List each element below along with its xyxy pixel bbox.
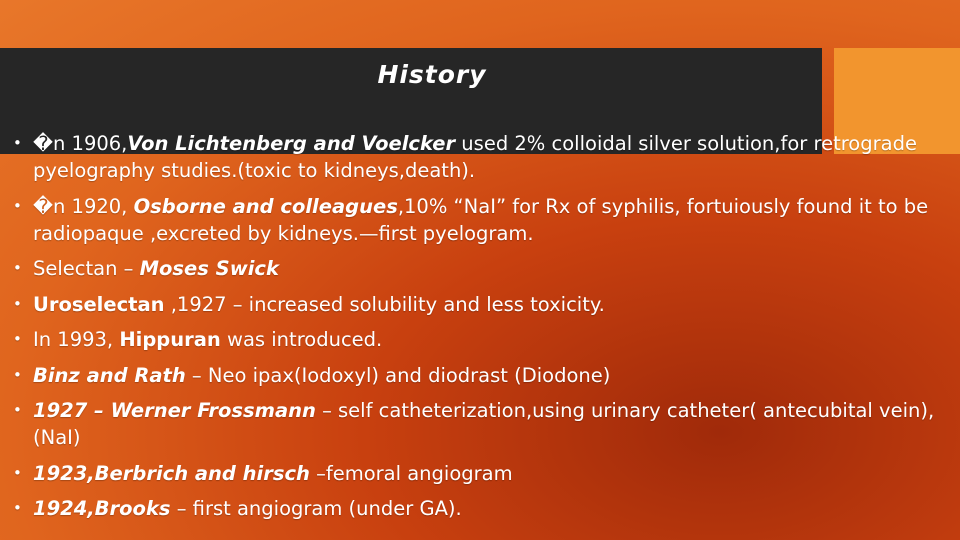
bullet-text: �n 1906, [33, 132, 128, 155]
bullet-text: was introduced. [220, 328, 383, 351]
bullet-marker: • [13, 499, 22, 517]
bullet-item [0, 193, 950, 247]
bullet-marker: • [13, 294, 22, 313]
bullet-item [0, 326, 950, 353]
bullet-text: –femoral angiogram [309, 461, 513, 485]
bullet-emphasis: Osborne and colleagues [133, 194, 398, 218]
bullet-item [0, 362, 950, 389]
slide-title: History [377, 60, 487, 89]
bullet-item [0, 291, 950, 318]
bullet-text: – self catheterization,using urinary catheter( antecubital vein),(NaI) [33, 399, 935, 449]
bullet-item [0, 130, 950, 184]
bullet-emphasis: Von Lichtenberg and Voelcker [127, 132, 456, 155]
bullet-emphasis: 1924,Brooks [33, 497, 171, 520]
bullet-text: – first angiogram (under GA). [170, 497, 462, 520]
bullet-marker: • [13, 463, 22, 482]
bullet-emphasis: Binz and Rath [33, 363, 186, 387]
bullet-marker: • [13, 196, 22, 215]
bullet-marker: • [13, 401, 22, 419]
bullet-emphasis: Hippuran [119, 328, 221, 351]
bullet-text: In 1993, [33, 328, 120, 351]
bullet-text: �n 1920, [33, 194, 134, 218]
bullet-text: ,1927 – increased solubility and less toxicity. [164, 292, 605, 316]
bullet-item [0, 495, 950, 522]
bullet-emphasis: 1927 – Werner Frossmann [33, 399, 316, 422]
bullet-emphasis: Uroselectan [33, 292, 165, 316]
bullet-item [0, 460, 950, 487]
bullet-emphasis: 1923,Berbrich and hirsch [33, 461, 310, 485]
bullet-list [0, 130, 950, 531]
bullet-marker: • [13, 365, 22, 384]
bullet-marker: • [13, 259, 22, 277]
bullet-item [0, 255, 950, 282]
bullet-item [0, 397, 950, 451]
bullet-marker: • [13, 330, 22, 348]
bullet-text: Selectan – [33, 257, 140, 280]
bullet-emphasis: Moses Swick [139, 257, 279, 280]
bullet-text: ,10% “NaI” for Rx of syphilis, fortuiously found it to be radiopaque ,excreted by kidneys.—first pyelogram. [33, 194, 929, 245]
bullet-text: used 2% colloidal silver solution,for retrograde pyelography studies.(toxic to kidneys,death). [33, 132, 917, 182]
bullet-text: – Neo ipax(Iodoxyl) and diodrast (Diodone) [185, 363, 611, 387]
bullet-marker: • [13, 134, 22, 152]
